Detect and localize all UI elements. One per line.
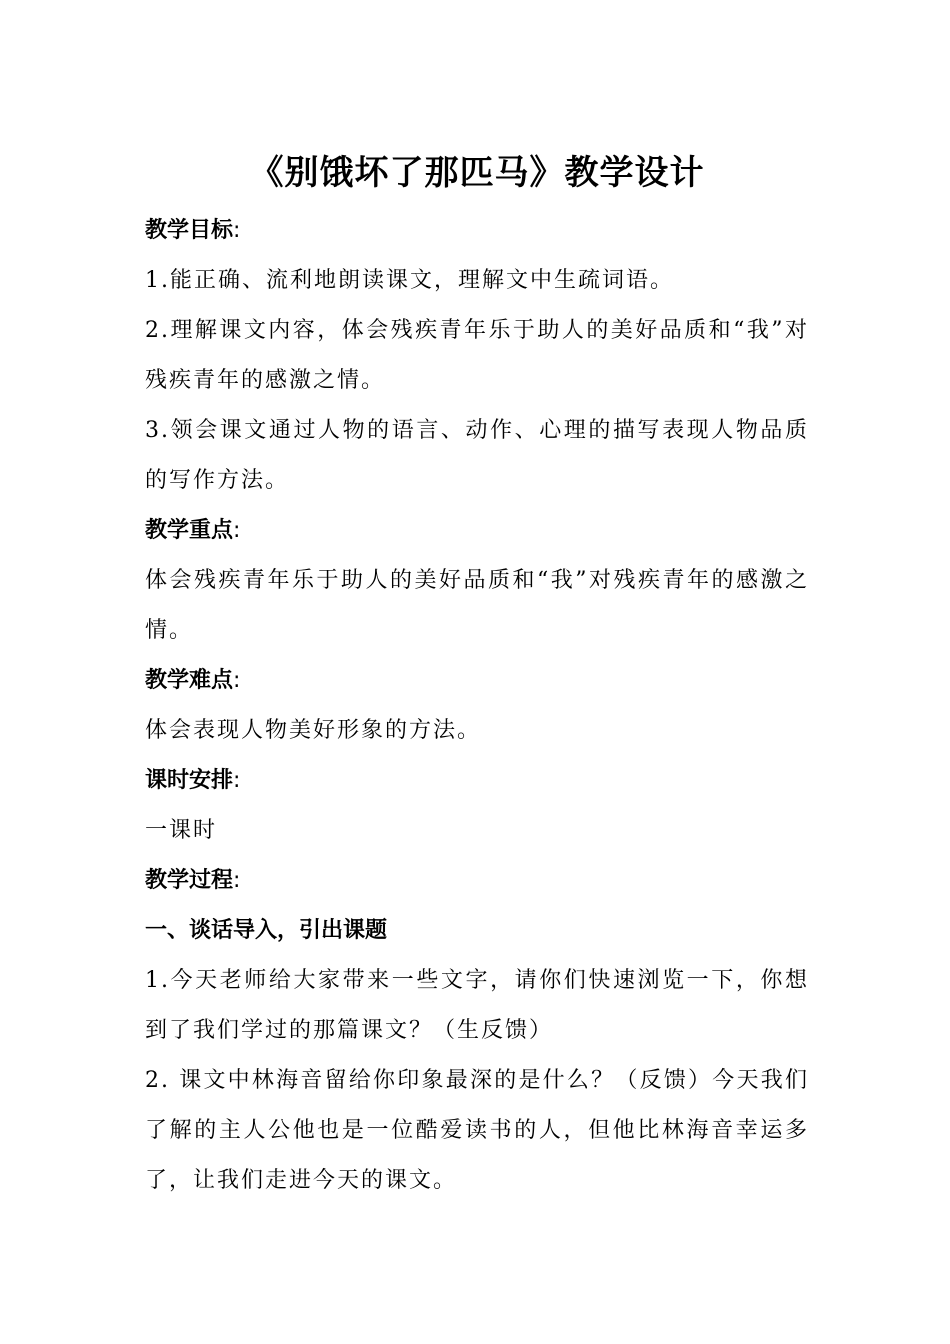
schedule-heading-colon: :	[233, 768, 241, 793]
objective-item-1: 1.能正确、流利地朗读课文，理解文中生疏词语。	[145, 268, 674, 293]
difficulties-heading-text: 教学难点	[145, 668, 234, 693]
difficulties-text: 体会表现人物美好形象的方法。	[145, 718, 482, 743]
objectives-heading-text: 教学目标	[145, 218, 234, 243]
objective-item-2: 2.理解课文内容，体会残疾青年乐于助人的美好品质和“我”对残疾青年的感激之情。	[145, 318, 809, 393]
difficulties-heading	[145, 656, 809, 706]
objectives-heading	[145, 206, 809, 256]
key-points-text: 体会残疾青年乐于助人的美好品质和“我”对残疾青年的感激之情。	[145, 568, 809, 643]
difficulties-heading-colon: :	[233, 668, 241, 693]
key-points-heading	[145, 506, 809, 556]
section-1-title: 一、谈话导入，引出课题	[145, 918, 388, 943]
process-heading-colon: :	[233, 868, 241, 893]
process-heading-text: 教学过程	[145, 868, 234, 893]
section-1-item-1: 1.今天老师给大家带来一些文字，请你们快速浏览一下，你想到了我们学过的那篇课文？（生反馈）	[145, 968, 809, 1043]
process-heading	[145, 856, 809, 906]
schedule-heading-text: 课时安排	[145, 768, 234, 793]
schedule-text: 一课时	[145, 818, 218, 843]
section-1-item-2: 2. 课文中林海音留给你印象最深的是什么？（反馈）今天我们了解的主人公他也是一位酷爱读书的人，但他比林海音幸运多了，让我们走进今天的课文。	[145, 1068, 809, 1193]
key-points-heading-colon: :	[233, 518, 241, 543]
schedule-heading	[145, 756, 809, 806]
key-points-heading-text: 教学重点	[145, 518, 234, 543]
objective-item-3: 3.领会课文通过人物的语言、动作、心理的描写表现人物品质的写作方法。	[145, 418, 809, 493]
document-page	[145, 148, 809, 1206]
objectives-heading-colon: :	[233, 218, 241, 243]
document-title: 《别饿坏了那匹马》教学设计	[249, 153, 705, 193]
